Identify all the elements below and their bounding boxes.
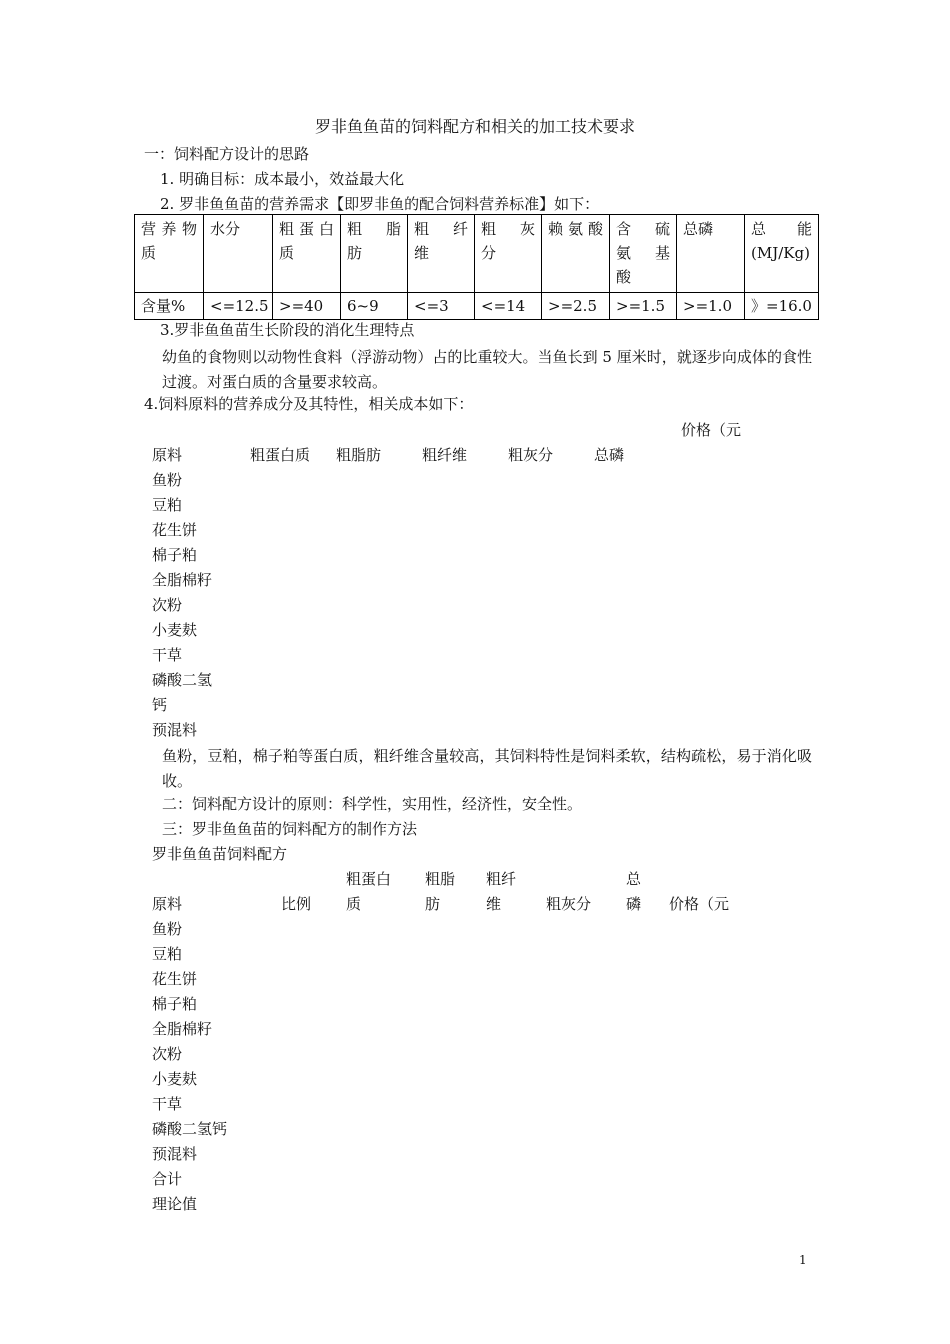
list-item: 干草	[152, 1095, 183, 1113]
col-total-phosphorus: 总磷	[594, 446, 625, 464]
section1-item2: 2. 罗非鱼鱼苗的营养需求【即罗非鱼的配合饲料营养标准】如下：	[160, 195, 600, 213]
col-crude-fiber: 粗纤维	[422, 446, 468, 464]
list-item: 豆粕	[152, 496, 183, 514]
list-item: 花生饼	[152, 970, 198, 988]
list-item: 鱼粉	[152, 471, 183, 489]
header-cell: 粗 蛋 白质	[273, 215, 341, 293]
list-item: 磷酸二氢钙	[152, 1120, 228, 1138]
list-item: 干草	[152, 646, 183, 664]
list-item: 花生饼	[152, 521, 198, 539]
value-cell: 6~9	[341, 293, 408, 320]
list-item: 预混料	[152, 1145, 198, 1163]
nutrition-standard-table	[134, 214, 819, 320]
list-item: 豆粕	[152, 945, 183, 963]
col-crude-ash: 粗灰分	[508, 446, 554, 464]
formula-col-top: 粗蛋白	[346, 870, 392, 888]
item3-heading: 3.罗非鱼鱼苗生长阶段的消化生理特点	[160, 321, 415, 339]
header-cell: 总 能 (MJ/Kg)	[745, 215, 819, 293]
item3-body: 幼鱼的食物则以动物性食料（浮游动物）占的比重较大。当鱼长到 5 厘米时，就逐步向成体的食性过渡。对蛋白质的含量要求较高。	[162, 348, 812, 391]
price-header: 价格（元	[681, 421, 742, 439]
value-cell: <=3	[408, 293, 475, 320]
formula-col-bottom: 肪	[425, 895, 441, 913]
header-cell: 粗 脂 肪	[341, 215, 408, 293]
list-item: 棉子粕	[152, 546, 198, 564]
col-crude-protein: 粗蛋白质	[250, 446, 311, 464]
formula-col-top: 总	[626, 870, 642, 888]
table-header-row	[135, 215, 819, 293]
value-cell: >=2.5	[542, 293, 610, 320]
value-cell: 含量%	[135, 293, 204, 320]
section1-item1: 1. 明确目标：成本最小，效益最大化	[160, 170, 405, 188]
header-cell: 水分	[204, 215, 273, 293]
list-item: 小麦麸	[152, 1070, 198, 1088]
value-cell: >=1.5	[610, 293, 677, 320]
properties-paragraph: 鱼粉，豆粕，棉子粕等蛋白质，粗纤维含量较高，其饲料特性是饲料柔软，结构疏松，易于消化吸收。	[162, 747, 812, 790]
list-item: 次粉	[152, 1045, 183, 1063]
table-row	[135, 293, 819, 320]
header-cell: 粗 灰 分	[475, 215, 542, 293]
formula-col-bottom: 磷	[626, 895, 642, 913]
col-crude-fat: 粗脂肪	[336, 446, 382, 464]
col-material: 原料	[152, 446, 183, 464]
formula-col-bottom: 价格（元	[669, 895, 730, 913]
formula-col-top: 粗脂	[425, 870, 456, 888]
value-cell: 》=16.0	[745, 293, 819, 320]
list-item: 棉子粕	[152, 995, 198, 1013]
section3-heading: 三：罗非鱼鱼苗的饲料配方的制作方法	[162, 820, 418, 838]
value-cell: <=14	[475, 293, 542, 320]
list-item: 全脂棉籽	[152, 1020, 213, 1038]
header-cell: 含 硫 氨 基 酸	[610, 215, 677, 293]
list-item: 钙	[152, 696, 168, 714]
formula-title: 罗非鱼鱼苗饲料配方	[152, 845, 288, 863]
header-cell: 营 养 物质	[135, 215, 204, 293]
formula-col-bottom: 原料	[152, 895, 183, 913]
header-cell: 总磷	[677, 215, 745, 293]
section1-heading: 一：饲料配方设计的思路	[144, 145, 310, 163]
value-cell: >=1.0	[677, 293, 745, 320]
value-cell: >=40	[273, 293, 341, 320]
header-cell: 赖 氨 酸	[542, 215, 610, 293]
page-title: 罗非鱼鱼苗的饲料配方和相关的加工技术要求	[314, 117, 635, 136]
list-item: 磷酸二氢	[152, 671, 213, 689]
page-number: 1	[799, 1253, 807, 1267]
list-item: 预混料	[152, 721, 198, 739]
header-cell: 粗 纤 维	[408, 215, 475, 293]
value-cell: <=12.5	[204, 293, 273, 320]
list-item: 全脂棉籽	[152, 571, 213, 589]
list-item: 理论值	[152, 1195, 198, 1213]
list-item: 鱼粉	[152, 920, 183, 938]
formula-col-bottom: 比例	[281, 895, 312, 913]
formula-col-top: 粗纤	[486, 870, 517, 888]
section2-heading: 二：饲料配方设计的原则：科学性，实用性，经济性，安全性。	[162, 795, 583, 813]
list-item: 次粉	[152, 596, 183, 614]
list-item: 小麦麸	[152, 621, 198, 639]
formula-col-bottom: 维	[486, 895, 502, 913]
item4-heading: 4.饲料原料的营养成分及其特性，相关成本如下：	[144, 395, 474, 413]
formula-col-bottom: 质	[346, 895, 362, 913]
list-item: 合计	[152, 1170, 183, 1188]
formula-col-bottom: 粗灰分	[546, 895, 592, 913]
